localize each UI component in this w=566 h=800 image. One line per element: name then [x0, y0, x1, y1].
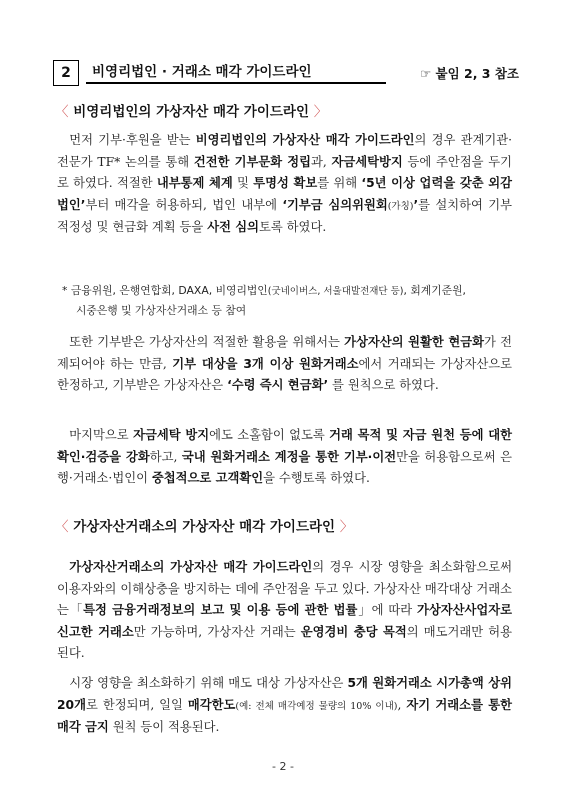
section-reference: ☞ 붙임 2, 3 참조 — [419, 66, 519, 81]
paragraph-cash-conversion: 또한 기부받은 가상자산의 적절한 활용을 위해서는 가상자산의 원활한 현금화가 전제되어야 하는 만큼, 기부 대상을 3개 이상 원화거래소에서 거래되는 가상자산으로 한정하고, 기부받은 가상자산은 ‘수령 즉시 현금화’ 를 원칙으로 하였다. — [57, 335, 512, 393]
open-bracket: 〈 — [55, 519, 69, 535]
subsection-title-text: 가상자산거래소의 가상자산 매각 가이드라인 — [68, 519, 340, 535]
section-number: 2 — [53, 60, 79, 86]
paragraph-sale-limits: 시장 영향을 최소화하기 위해 매도 대상 가상자산은 5개 원화거래소 시가총액 상위 20개로 한정되며, 일일 매각한도(예: 전체 매각예정 물량의 10% 이내), 자기 거래소를 통한 매각 금지 원칙 등이 적용된다. — [57, 676, 513, 735]
paragraph-nonprofit-intro: 먼저 기부·후원을 받는 비영리법인의 가상자산 매각 가이드라인의 경우 관계기관·전문가 TF* 논의를 통해 건전한 기부문화 정립과, 자금세탁방지 등에 주안점을 두기로 하였다. 적절한 내부통제 체계 및 투명성 확보를 위해 ‘5년 이상 업력을 갖춘 외감법인’부터 매각을 허용하되, 법인 내부에 ‘기부금 심의위원회(가칭)’를 설치하여 기부 적정성 및 현금화 계획 등을 사전 심의토록 하였다. — [57, 133, 512, 235]
paragraph-aml: 마지막으로 자금세탁 방지에도 소홀함이 없도록 거래 목적 및 자금 원천 등에 대한 확인·검증을 강화하고, 국내 원화거래소 계정을 통한 기부·이전만을 허용함으로써 은행·거래소·법인이 중첩적으로 고객확인을 수행토록 하였다. — [57, 428, 513, 486]
subsection-title-text: 비영리법인의 가상자산 매각 가이드라인 — [68, 104, 314, 120]
subsection-title-nonprofit — [55, 100, 327, 120]
page-number: - 2 - — [272, 760, 294, 773]
subsection-title-exchange — [55, 515, 353, 535]
open-bracket: 〈 — [55, 104, 69, 120]
section-header — [53, 60, 519, 88]
close-bracket: 〉 — [339, 519, 354, 535]
footnote-tf-members: * 금융위원, 은행연합회, DAXA, 비영리법인(굿네이버스, 서울대발전재단 등), 회계기준원, 시중은행 및 가상자산거래소 등 참여 — [62, 284, 466, 317]
section-title: 비영리법인 · 거래소 매각 가이드라인 — [86, 60, 386, 84]
close-bracket: 〉 — [313, 104, 328, 120]
paragraph-exchange-intro: 가상자산거래소의 가상자산 매각 가이드라인의 경우 시장 영향을 최소화함으로써 이용자와의 이해상충을 방지하는 데에 주안점을 두고 있다. 가상자산 매각대상 거래소는「특정 금융거래정보의 보고 및 이용 등에 관한 법률」에 따라 가상자산사업자로 신고한 거래소만 가능하며, 가상자산 거래는 운영경비 충당 목적의 매도거래만 허용된다. — [57, 560, 512, 661]
